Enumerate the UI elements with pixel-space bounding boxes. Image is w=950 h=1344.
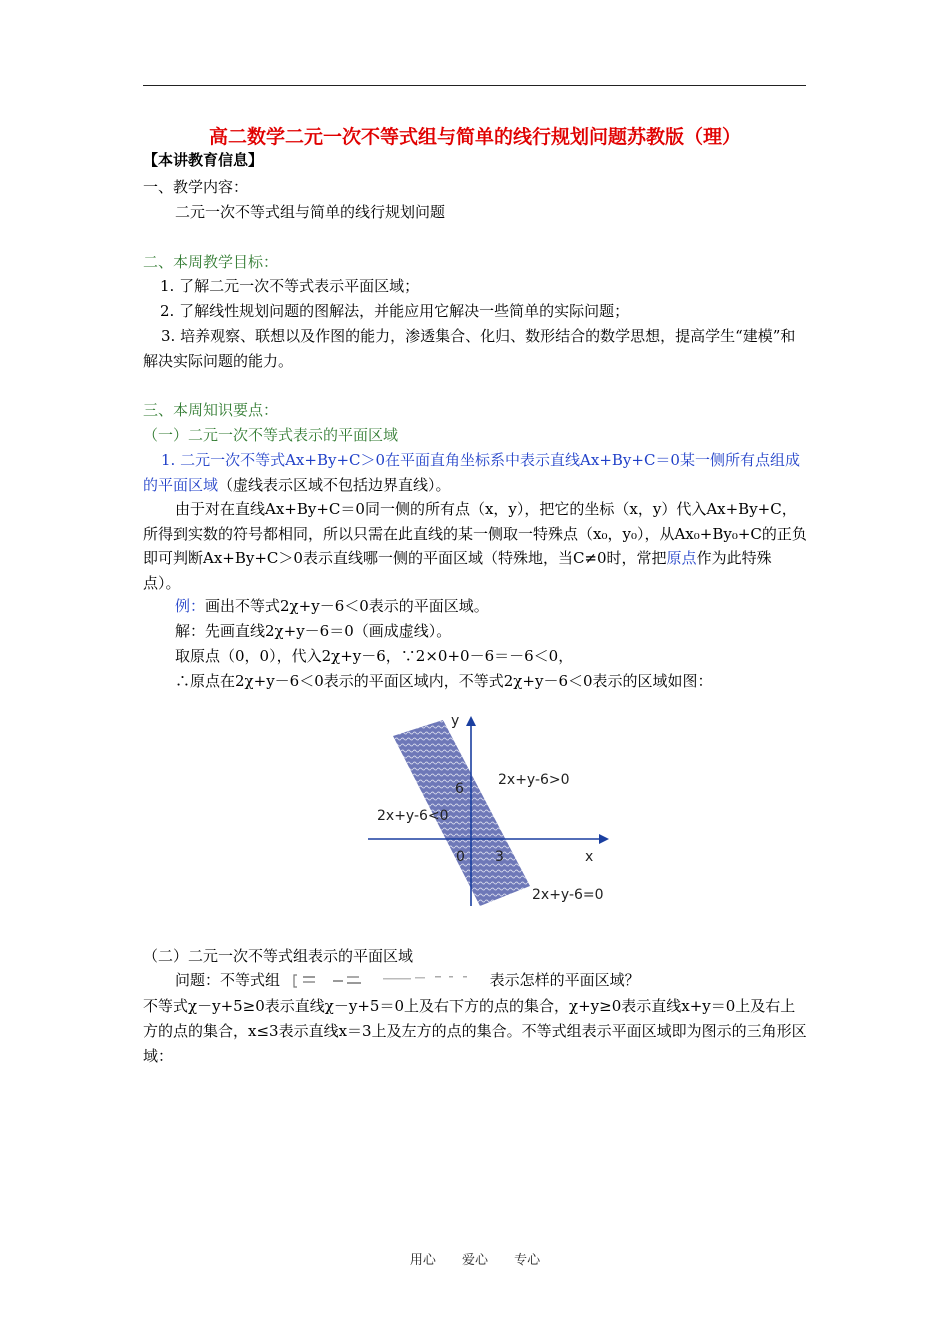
- s1-content: 二元一次不等式组与简单的线行规划问题: [175, 203, 446, 221]
- point-1-note: （虚线表示区域不包括边界直线）。: [218, 475, 451, 494]
- solution-line-3: ∴原点在2χ+y－6＜0表示的平面区域内，不等式2χ+y－6＜0表示的区域如图：: [175, 672, 713, 690]
- example-text: 画出不等式2χ+y－6＜0表示的平面区域。: [205, 597, 489, 615]
- s3-subheading-1: （一）二元一次不等式表示的平面区域: [143, 426, 399, 444]
- question-end: 表示怎样的平面区域？: [489, 971, 640, 989]
- solution-line-2: 取原点（0，0），代入2χ+y－6，∵2×0+0－6＝－6＜0，: [175, 647, 574, 665]
- region-explanation: 不等式χ－y+5≥0表示直线χ－y+5＝0上及右下方的点的集合，χ+y≥0表示直线x+y＝0上及右上方的点的集合，x≤3表示直线x＝3上及左方的点的集合。不等式组表示平面区域即为图示的三角形区域：: [143, 997, 807, 1065]
- point-1: [143, 448, 808, 497]
- y-axis-arrow: [466, 716, 476, 726]
- tick-3: 3: [495, 849, 504, 865]
- s3-heading: 三、本周知识要点：: [143, 401, 279, 419]
- origin-term: 原点: [666, 549, 697, 567]
- explanation-paragraph: [143, 497, 808, 595]
- s2-heading: 二、本周教学目标：: [143, 253, 279, 271]
- example-line: [175, 596, 489, 617]
- s1-heading: 一、教学内容：: [143, 178, 249, 196]
- tick-0: 0: [456, 849, 465, 865]
- tick-6: 6: [455, 781, 464, 797]
- inequality-system-image: [285, 974, 485, 988]
- s2-item-2: 2. 了解线性规划问题的图解法，并能应用它解决一些简单的实际问题；: [160, 302, 630, 320]
- s3-subheading-2: （二）二元一次不等式组表示的平面区域: [143, 947, 414, 965]
- s2-item-1: 1. 了解二元一次不等式表示平面区域；: [160, 277, 420, 295]
- explanation-end: 作为此特殊点）。: [143, 549, 772, 592]
- y-axis-label: y: [451, 713, 460, 729]
- header-rule: [143, 85, 806, 86]
- point-1-highlight: 1. 二元一次不等式Ax+By+C＞0在平面直角坐标系中表示直线Ax+By+C＝0某一侧所有点组成的平面区域: [143, 451, 800, 494]
- solution-line-1: 解：先画直线2χ+y－6＝0（画成虚线）。: [175, 622, 452, 640]
- page-footer: 用心 爱心 专心: [409, 1253, 541, 1268]
- question-line: [175, 970, 640, 991]
- x-axis-label: x: [585, 849, 594, 865]
- label-less: 2x+y-6<0: [377, 808, 449, 824]
- section-header: 【本讲教育信息】: [143, 151, 264, 169]
- label-greater: 2x+y-6>0: [498, 772, 570, 788]
- s2-item-3: 3. 培养观察、联想以及作图的能力，渗透集合、化归、数形结合的数学思想，提高学生“建模”和解决实际问题的能力。: [143, 327, 796, 370]
- explanation-text: 由于对在直线Ax+By+C＝0同一侧的所有点（x，y），把它的坐标（x，y）代入Ax+By+C，所得到实数的符号都相同，所以只需在此直线的某一侧取一特殊点（x₀，y₀），从Ax₀+By₀+C的正负即可判断Ax+By+C＞0表示直线哪一侧的平面区域（特殊地，当C≠0时，常把: [143, 500, 807, 567]
- x-axis-arrow: [599, 834, 609, 844]
- example-label: 例：: [175, 597, 206, 615]
- label-equal: 2x+y-6=0: [532, 887, 604, 903]
- region-figure: [365, 706, 615, 911]
- document-title: 高二数学二元一次不等式组与简单的线行规划问题苏教版（理）: [208, 126, 741, 148]
- question-start: 问题：不等式组: [175, 971, 281, 989]
